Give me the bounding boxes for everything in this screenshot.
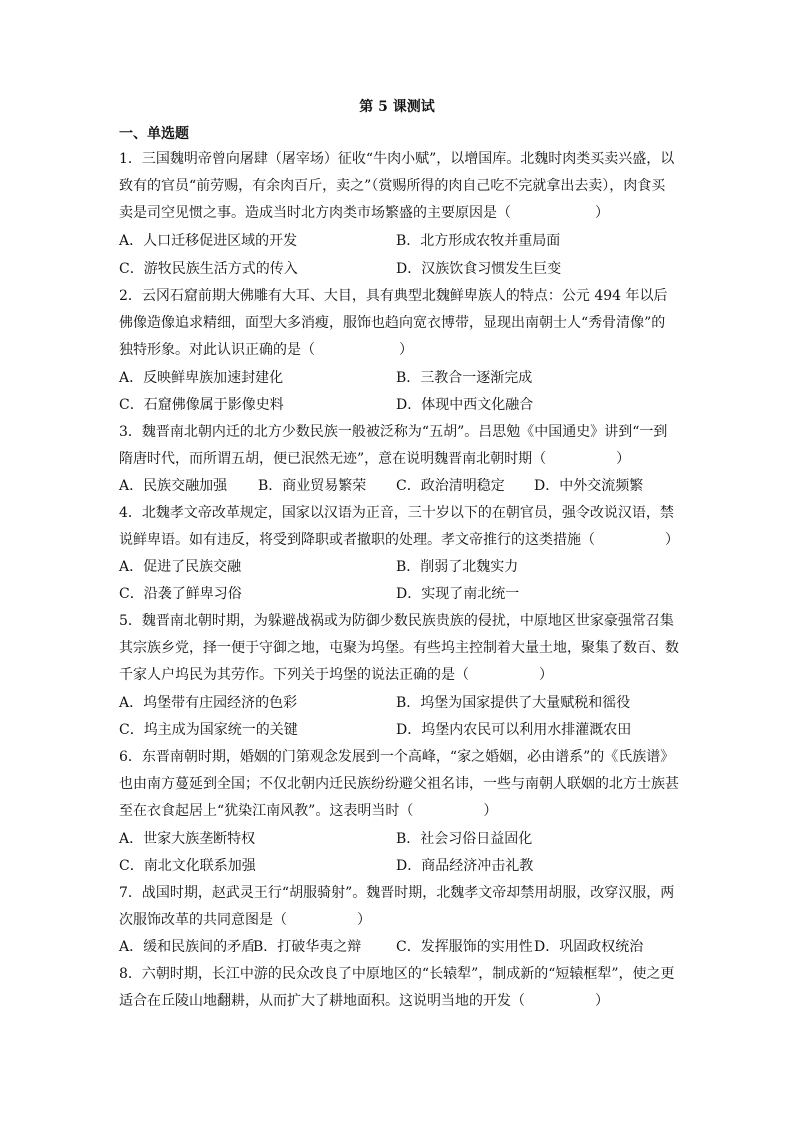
option-d[interactable]: D．汉族饮食习惯发生巨变	[396, 261, 562, 277]
option-a[interactable]: A．民族交融加强	[119, 478, 228, 494]
question-stem: 5．魏晋南北朝时期，为躲避战祸或为防御少数民族贵族的侵扰，中原地区世家豪强常召集其宗族乡党，择一便于守御之地，屯聚为坞堡。有些坞主控制着大量土地，聚集了数百、数千家人户坞民为其劳作。下列关于坞堡的说法正确的是（ ）	[119, 613, 679, 683]
option-b[interactable]: B．坞堡为国家提供了大量赋税和徭役	[396, 695, 631, 711]
option-d[interactable]: D．实现了南北统一	[396, 586, 520, 602]
option-a[interactable]: A．促进了民族交融	[119, 559, 242, 575]
option-d[interactable]: D．体现中西文化融合	[396, 397, 534, 413]
option-b[interactable]: B．北方形成农牧并重局面	[396, 233, 561, 249]
option-a[interactable]: A．缓和民族间的矛盾	[119, 939, 256, 955]
option-c[interactable]: C．石窟佛像属于影像史料	[119, 397, 284, 413]
option-b[interactable]: B．商业贸易繁荣	[258, 478, 367, 494]
question-stem: 8．六朝时期，长江中游的民众改良了中原地区的“长辕犁”，制成新的“短辕框犁”，使之更适合在丘陵山地翻耕，从而扩大了耕地面积。这说明当地的开发（ ）	[119, 966, 675, 1009]
question-stem: 1．三国魏明帝曾向屠肆（屠宰场）征收“牛肉小赋”，以增国库。北魏时肉类买卖兴盛，以致有的官员“前劳赐，有余肉百斤，卖之”（赏赐所得的肉自己吃不完就拿出去卖），肉食买卖是司空见惯之事。造成当时北方肉类市场繁盛的主要原因是（ ）	[119, 151, 675, 221]
option-a[interactable]: A．世家大族垄断特权	[119, 831, 256, 847]
option-d[interactable]: D．巩固政权统治	[534, 939, 644, 955]
question-stem: 3．魏晋南北朝内迁的北方少数民族一般被泛称为“五胡”。吕思勉《中国通史》讲到“一到隋唐时代，而所谓五胡，便已泯然无迹”，意在说明魏晋南北朝时期（ ）	[119, 424, 668, 467]
option-c[interactable]: C．游牧民族生活方式的传入	[119, 261, 298, 277]
option-b[interactable]: B．打破华夷之辩	[253, 939, 362, 955]
option-c[interactable]: C．坞主成为国家统一的关键	[119, 722, 298, 738]
option-c[interactable]: C．发挥服饰的实用性	[396, 939, 533, 955]
option-c[interactable]: C．南北文化联系加强	[119, 858, 256, 874]
question-stem: 7．战国时期，赵武灵王行“胡服骑射”。魏晋时期，北魏孝文帝却禁用胡服，改穿汉服，两次服饰改革的共同意图是（ ）	[119, 885, 675, 928]
option-b[interactable]: B．社会习俗日益固化	[396, 831, 533, 847]
option-b[interactable]: B．削弱了北魏实力	[396, 559, 519, 575]
question-stem: 2．云冈石窟前期大佛雕有大耳、大目，具有典型北魏鲜卑族人的特点：公元 494 年以后佛像造像追求精细，面型大多消瘦，服饰也趋向宽衣博带，显现出南朝士人“秀骨清像”的独特形象。对此认识正确的是（ ）	[119, 288, 668, 358]
option-a[interactable]: A．坞堡带有庄园经济的色彩	[119, 695, 298, 711]
option-a[interactable]: A．反映鲜卑族加速封建化	[119, 370, 284, 386]
page-title: 第 5 课测试	[359, 99, 435, 115]
option-a[interactable]: A．人口迁移促进区域的开发	[119, 233, 298, 249]
section-heading: 一、单选题	[119, 126, 189, 142]
option-d[interactable]: D．中外交流频繁	[534, 478, 644, 494]
option-c[interactable]: C．沿袭了鲜卑习俗	[119, 586, 242, 602]
question-stem: 6．东晋南朝时期，婚姻的门第观念发展到一个高峰，“家之婚姻，必由谱系”的《氏族谱》也由南方蔓延到全国；不仅北朝内迁民族纷纷避父祖名讳，一些与南朝人联姻的北方士族甚至在衣食起居上“犹染江南风教”。这表明当时（ ）	[119, 749, 679, 819]
option-c[interactable]: C．政治清明稳定	[396, 478, 505, 494]
question-stem: 4．北魏孝文帝改革规定，国家以汉语为正音，三十岁以下的在朝官员，强令改说汉语，禁说鲜卑语。如有违反，将受到降职或者撤职的处理。孝文帝推行的这类措施（ ）	[119, 505, 679, 548]
option-b[interactable]: B．三教合一逐渐完成	[396, 370, 533, 386]
option-d[interactable]: D．商品经济冲击礼教	[396, 858, 534, 874]
option-d[interactable]: D．坞堡内农民可以利用水排灌溉农田	[396, 722, 632, 738]
